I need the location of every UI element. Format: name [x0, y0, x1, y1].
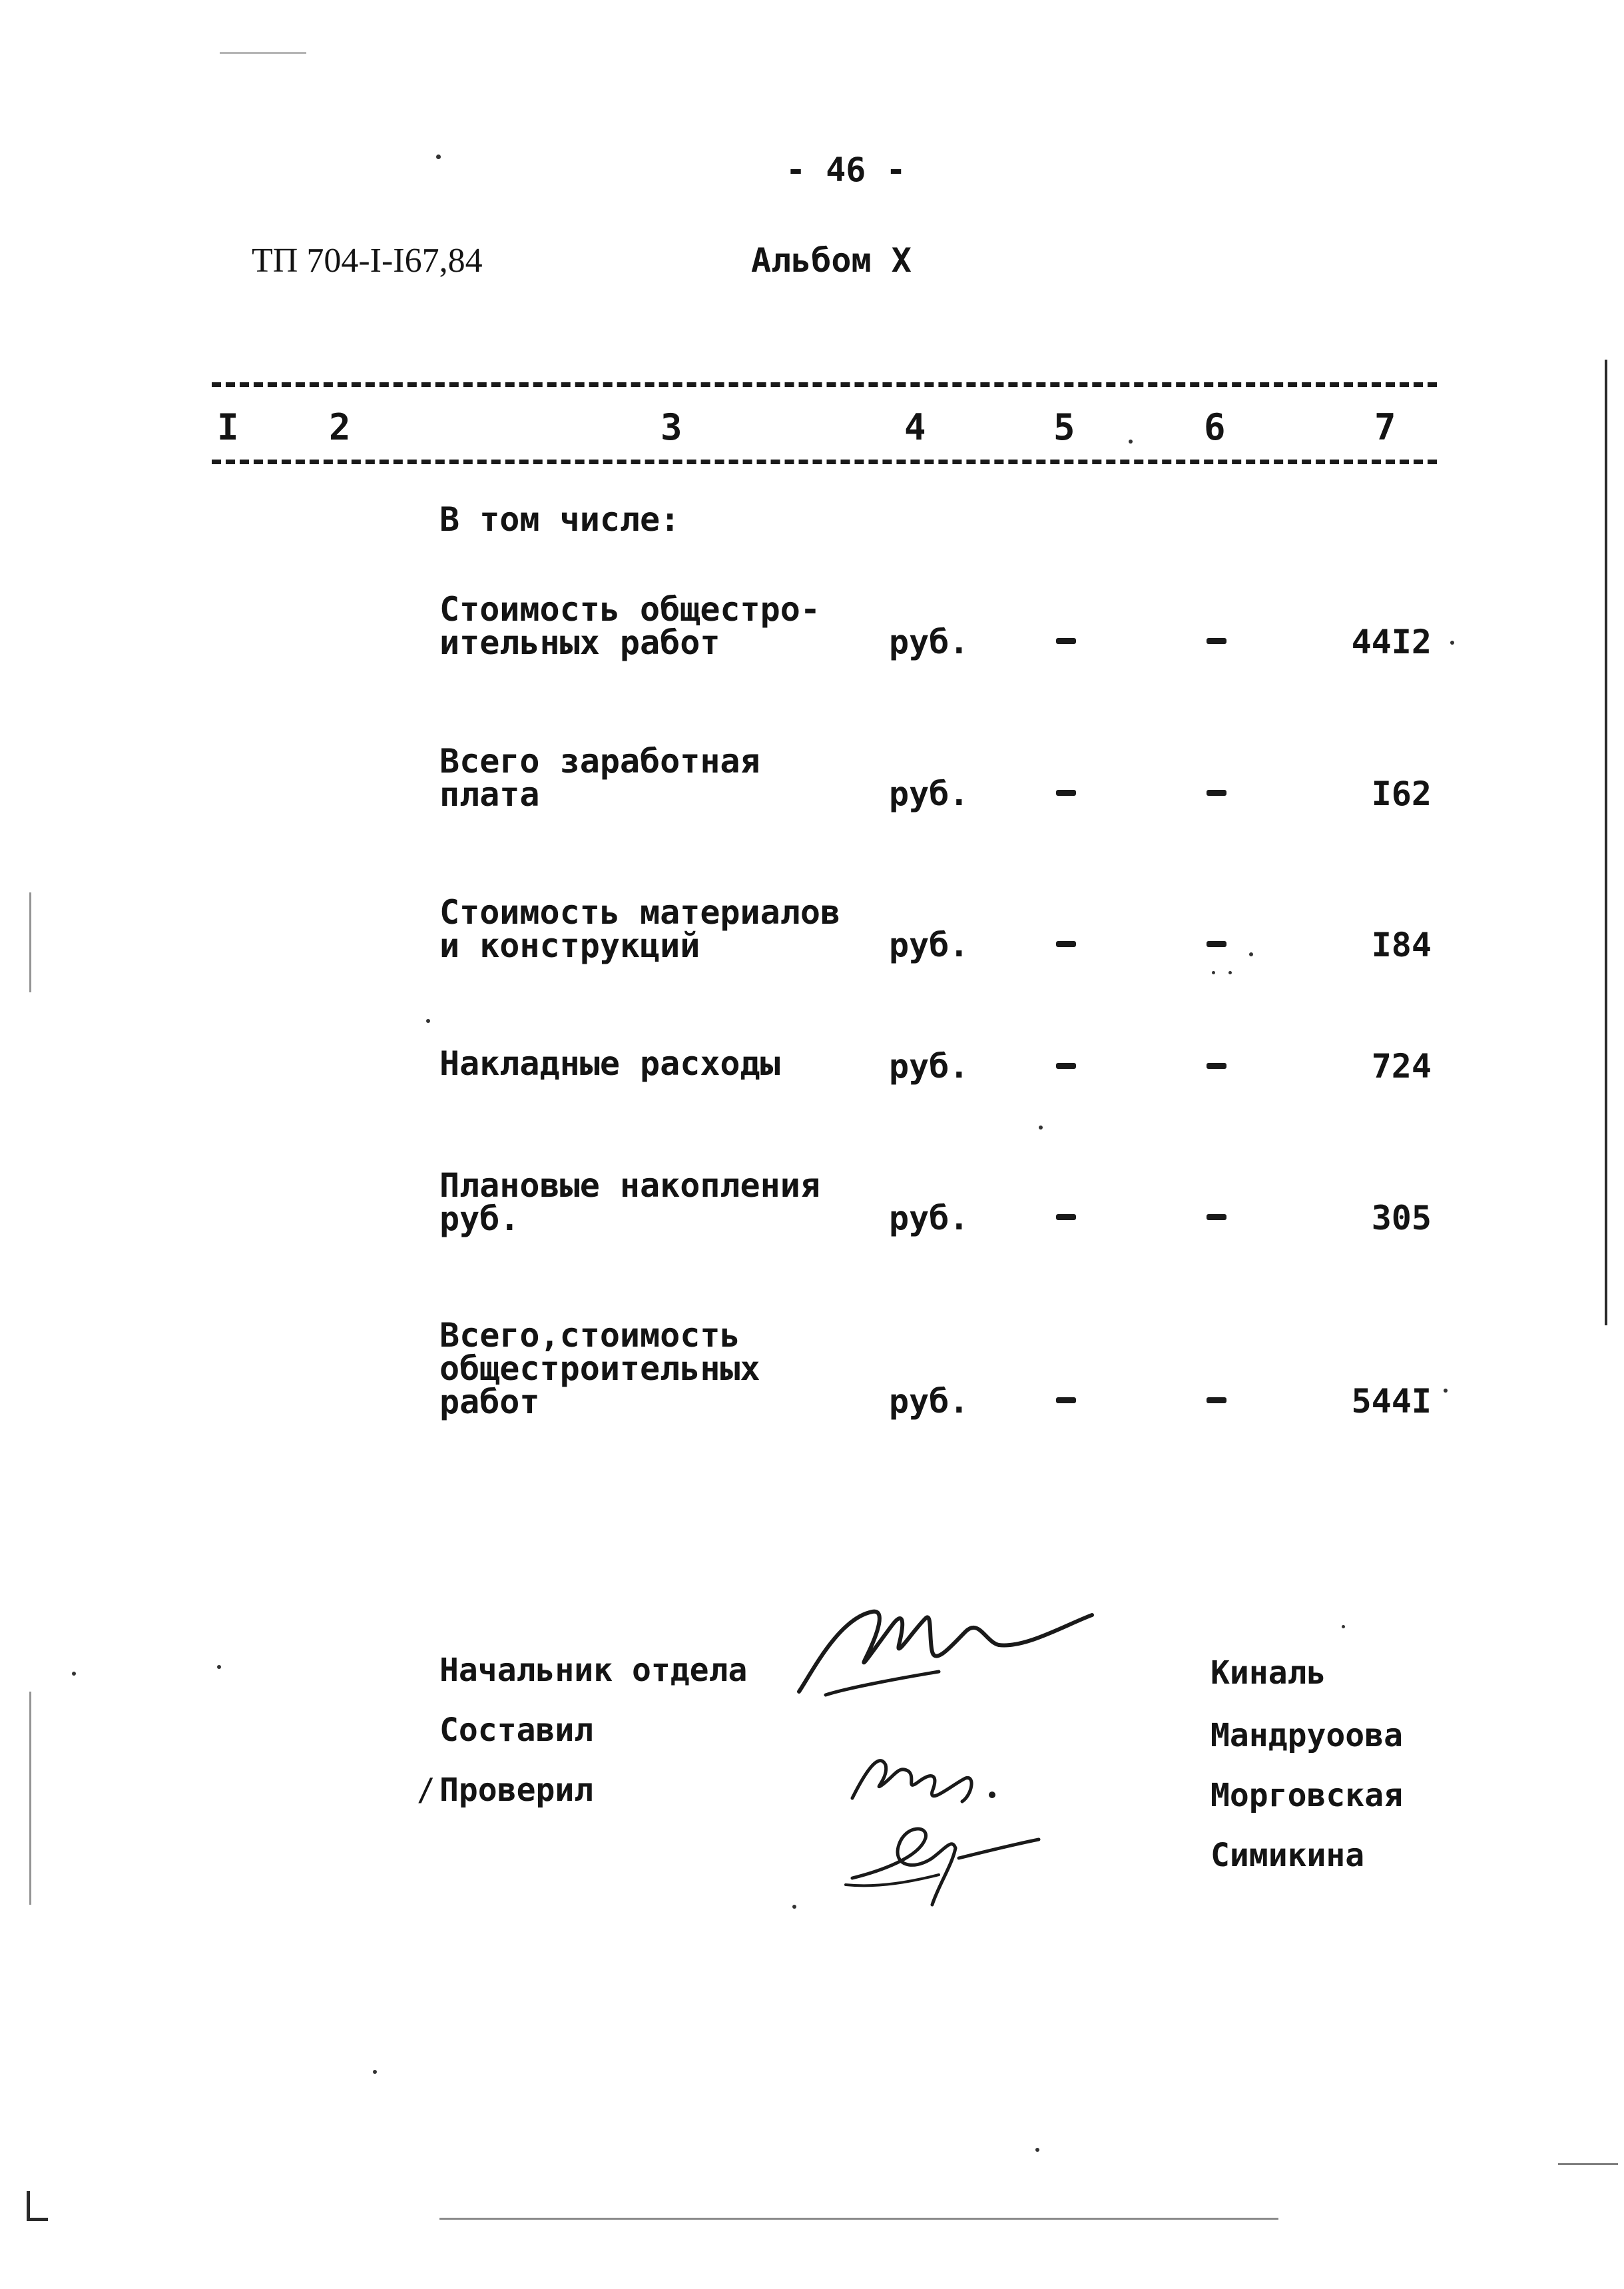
row-2-line-1: Всего заработная	[439, 742, 760, 781]
role-compiled-by: Составил	[439, 1712, 594, 1749]
scan-top-smudge	[220, 52, 306, 54]
row-5-line-2: руб.	[439, 1199, 520, 1238]
row-2-col6-dash	[1207, 790, 1226, 796]
scan-speck	[217, 1665, 221, 1669]
scan-speck	[1035, 2148, 1039, 2152]
row-2-col5-dash	[1056, 790, 1076, 796]
row-4-line-1: Накладные расходы	[439, 1044, 780, 1083]
row-6-unit: руб.	[889, 1382, 969, 1421]
row-3-unit: руб.	[889, 926, 969, 964]
name-additional: Симикина	[1211, 1837, 1365, 1874]
name-compiler: Мандруоова	[1211, 1717, 1403, 1754]
column-number-1: I	[217, 406, 239, 448]
row-2-value: I62	[1371, 775, 1432, 813]
row-4-col6-dash	[1207, 1063, 1226, 1069]
row-1-line-2: ительных работ	[439, 623, 720, 662]
scan-left-line-2	[29, 1692, 31, 1905]
row-5-col6-dash	[1207, 1214, 1226, 1220]
row-6-line-3: работ	[439, 1383, 540, 1421]
role-department-head: Начальник отдела	[439, 1652, 748, 1689]
row-1-col6-dash	[1207, 638, 1226, 644]
row-2-unit: руб.	[889, 775, 969, 813]
scan-speck	[1342, 1625, 1345, 1628]
row-1-unit: руб.	[889, 623, 969, 661]
row-5-value: 305	[1371, 1199, 1432, 1237]
scan-speck	[1212, 971, 1215, 974]
row-3-value: I84	[1371, 926, 1432, 964]
scan-edge-line-right	[1605, 360, 1607, 1325]
row-6-value: 544I	[1351, 1382, 1432, 1421]
margin-tick-mark: /	[417, 1772, 435, 1807]
row-5-col5-dash	[1056, 1214, 1076, 1220]
row-2-description	[439, 742, 760, 814]
scan-speck	[1450, 641, 1454, 645]
scan-corner-mark-horizontal	[27, 2218, 48, 2221]
row-6-line-1: Всего,стоимость	[439, 1316, 740, 1355]
scan-speck	[373, 2070, 377, 2074]
album-label: Альбом X	[751, 241, 912, 280]
row-5-unit: руб.	[889, 1199, 969, 1237]
row-4-col5-dash	[1056, 1063, 1076, 1069]
scan-speck	[1444, 1389, 1448, 1393]
document-code: ТП 704-I-I67,84	[252, 242, 483, 280]
scan-speck	[426, 1019, 430, 1023]
row-1-value: 44I2	[1351, 623, 1432, 661]
row-3-line-2: и конструкций	[439, 926, 700, 965]
row-3-col6-dash	[1207, 941, 1226, 947]
scan-corner-mark-vertical	[27, 2191, 30, 2221]
row-4-description	[439, 1044, 780, 1083]
name-checker: Морговская	[1211, 1777, 1403, 1814]
scan-speck	[436, 155, 441, 159]
row-6-col6-dash	[1207, 1397, 1226, 1403]
row-2-line-2: плата	[439, 775, 540, 814]
scan-speck	[1249, 952, 1253, 956]
scan-left-line-1	[29, 892, 31, 992]
column-number-3: 3	[661, 406, 682, 448]
scan-speck	[1228, 971, 1232, 974]
name-department-head: Киналь	[1211, 1654, 1326, 1692]
row-6-col5-dash	[1056, 1397, 1076, 1403]
table-header-rule	[212, 460, 1437, 464]
row-4-value: 724	[1371, 1047, 1432, 1086]
row-3-description	[439, 893, 841, 965]
table-intro: В том числе:	[439, 500, 680, 539]
row-1-description	[439, 590, 820, 662]
scan-right-bottom-line	[1558, 2163, 1618, 2165]
scan-bottom-line	[439, 2218, 1278, 2220]
signature-compiler	[846, 1745, 1005, 1818]
row-6-description	[439, 1316, 760, 1421]
column-number-4: 4	[904, 406, 926, 448]
scan-speck	[1039, 1126, 1043, 1130]
row-1-line-1: Стоимость общестро-	[439, 590, 820, 629]
column-number-7: 7	[1374, 406, 1396, 448]
scan-speck	[792, 1905, 796, 1909]
table-top-rule	[212, 382, 1437, 387]
page-number: - 46 -	[786, 151, 906, 189]
row-4-unit: руб.	[889, 1047, 969, 1086]
scan-speck	[1129, 440, 1133, 444]
row-6-line-2: общестроительных	[439, 1349, 760, 1388]
row-5-description	[439, 1166, 820, 1238]
column-number-5: 5	[1053, 406, 1075, 448]
scan-speck	[72, 1672, 76, 1676]
row-5-line-1: Плановые накопления	[439, 1166, 820, 1205]
row-1-col5-dash	[1056, 638, 1076, 644]
row-3-line-1: Стоимость материалов	[439, 893, 841, 932]
signature-checker	[839, 1811, 1052, 1911]
signature-department-head	[786, 1578, 1105, 1712]
row-3-col5-dash	[1056, 941, 1076, 947]
role-checked-by: Проверил	[439, 1772, 594, 1809]
column-number-6: 6	[1204, 406, 1226, 448]
column-number-2: 2	[329, 406, 351, 448]
